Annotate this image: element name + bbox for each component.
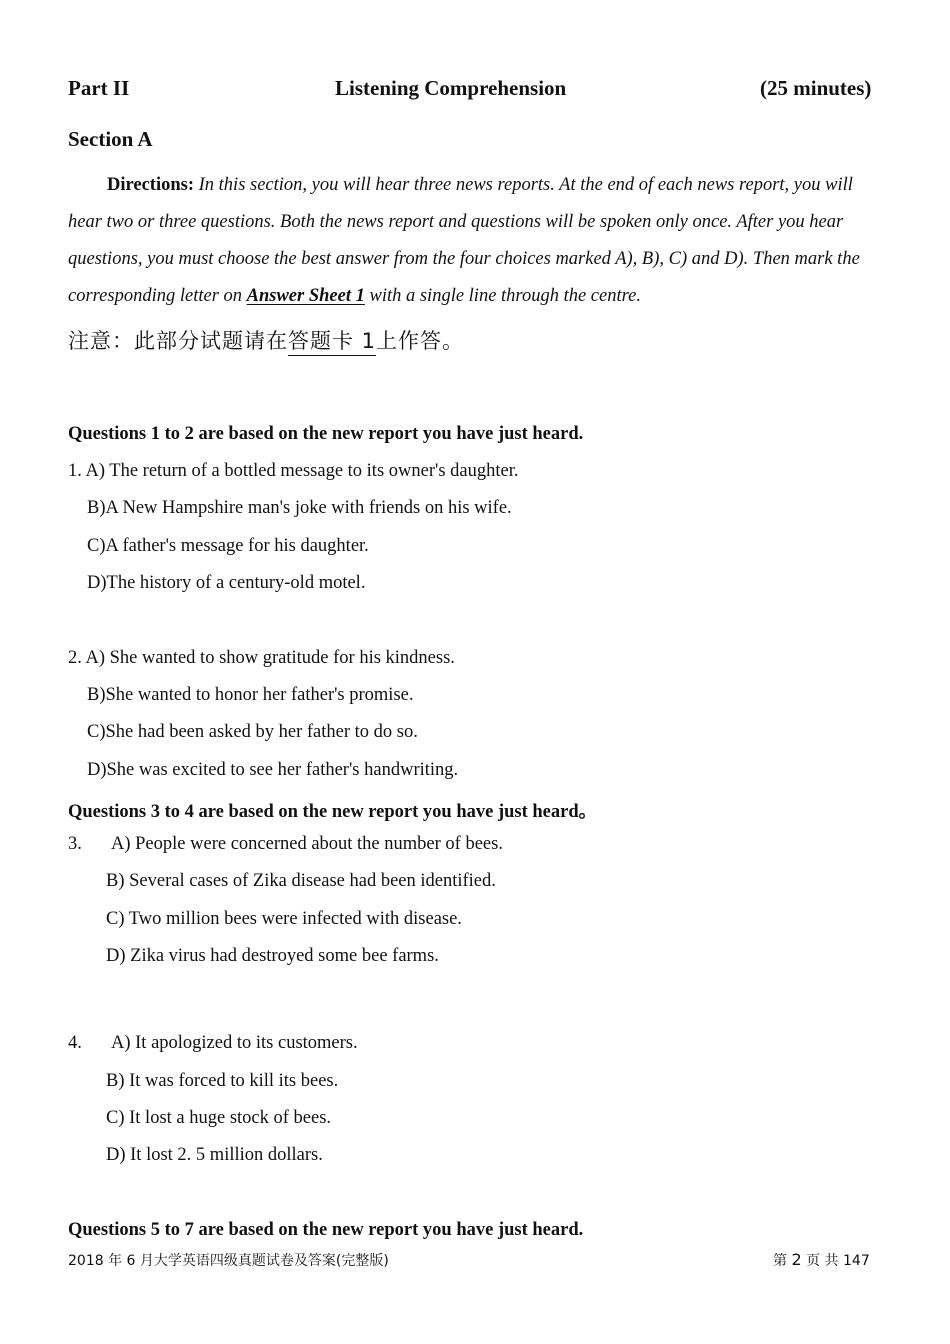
question-1 [68,461,519,482]
directions-label: Directions: [107,175,194,195]
option-c: C)A father's message for his daughter. [87,536,369,556]
option-b: B) It was forced to kill its bees. [106,1071,339,1091]
option-b: B) Several cases of Zika disease had been identified. [106,871,496,891]
option-d: D)The history of a century-old motel. [87,573,366,593]
time-limit: (25 minutes) [760,76,872,100]
question-group-heading: Questions 5 to 7 are based on the new report you have just heard. [68,1220,584,1240]
option-d: D) It lost 2. 5 million dollars. [106,1145,323,1165]
question-number: 2. [68,648,82,668]
option-c: C) Two million bees were infected with disease. [106,909,462,929]
question-number: 4. [68,1033,82,1053]
option-a: A) People were concerned about the number of bees. [111,834,503,854]
section-title: Listening Comprehension [335,76,567,100]
option-a: A) She wanted to show gratitude for his kindness. [85,648,455,668]
page-total: 147 [843,1253,870,1269]
question-2 [68,648,455,669]
option-c: C)She had been asked by her father to do so. [87,722,418,742]
question-number: 1. [68,461,82,481]
option-a: A) The return of a bottled message to its owner's daughter. [85,461,519,481]
part-label: Part II [68,76,130,100]
answer-card-ref: 答题卡 1 [288,329,376,356]
option-a: A) It apologized to its customers. [111,1033,358,1053]
question-number: 3. [68,834,82,854]
page-indicator: 第 2 页 共 147 [773,1250,870,1269]
option-d: D) Zika virus had destroyed some bee farms. [106,946,439,966]
directions-line-3: questions, you must choose the best answer from the four choices marked A), B), C) and D). Then mark the [68,249,860,269]
chinese-note: 注意：此部分试题请在答题卡 1上作答。 [68,325,464,355]
option-b: B)She wanted to honor her father's promise. [87,685,414,705]
option-d: D)She was excited to see her father's handwriting. [87,760,459,780]
directions-line-4: corresponding letter on Answer Sheet 1 with a single line through the centre. [68,286,641,306]
directions-line-2: hear two or three questions. Both the news report and questions will be spoken only once. After you hear [68,212,844,232]
answer-sheet-ref: Answer Sheet 1 [246,286,365,306]
page-current: 2 [791,1250,802,1269]
section-heading: Section A [68,127,153,151]
option-c: C) It lost a huge stock of bees. [106,1108,332,1128]
option-b: B)A New Hampshire man's joke with friends on his wife. [87,498,512,518]
footer-doc-title: 2018 年 6 月大学英语四级真题试卷及答案(完整版) [68,1253,389,1269]
directions-line-1: Directions: In this section, you will hear three news reports. At the end of each news report, you will [107,175,853,195]
question-group-heading: Questions 3 to 4 are based on the new report you have just heard。 [68,802,598,822]
question-group-heading: Questions 1 to 2 are based on the new report you have just heard. [68,424,584,444]
